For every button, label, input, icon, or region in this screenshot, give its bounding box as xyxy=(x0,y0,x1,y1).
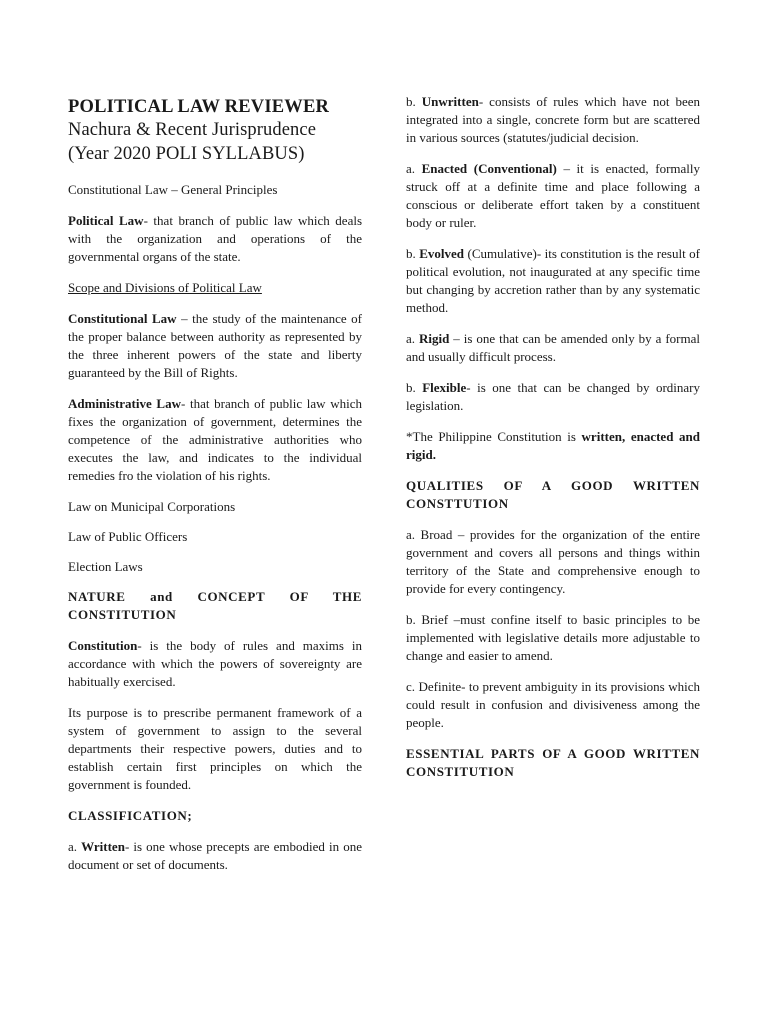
term: Constitution xyxy=(68,638,138,653)
constitution-paragraph xyxy=(68,637,362,691)
definition: - is the body of rules and maxims in accordance with which the powers of sovereignty are habitually exercised. xyxy=(68,638,362,689)
classification-heading xyxy=(68,807,362,825)
right-column xyxy=(406,0,700,781)
evolved-paragraph xyxy=(406,245,700,317)
term: Political Law xyxy=(68,213,144,228)
document-subtitle-1: Nachura & Recent Jurisprudence xyxy=(68,120,317,140)
definition: – is one that can be amended only by a formal and usually difficult process. xyxy=(406,331,700,364)
note-text: *The Philippine Constitution is xyxy=(406,429,582,444)
definition: – it is enacted, formally struck off at a definite time and place following a conscious or deliberate effort taken by a constituent body or ruler. xyxy=(406,161,700,230)
political-law-paragraph xyxy=(68,212,362,266)
topic-line: Constitutional Law – General Principles xyxy=(68,182,278,197)
definite-paragraph: c. Definite- to prevent ambiguity in its provisions which could result in confusion and divisiveness among the people. xyxy=(406,679,700,730)
definition: - that branch of public law which fixes the organization of government, determines the competence of the administrative authorities who executes the law, and indicates to the individual remedies fro the violation of his rights. xyxy=(68,396,362,483)
prefix: a. xyxy=(68,839,82,854)
enacted-paragraph xyxy=(406,160,700,232)
term: Evolved xyxy=(419,246,465,261)
definition: - that branch of public law which deals with the organization and operations of the governmental organs of the state. xyxy=(68,213,363,264)
left-column xyxy=(68,0,362,874)
scope-heading: Scope and Divisions of Political Law xyxy=(68,280,262,295)
unwritten-paragraph xyxy=(406,93,700,147)
essential-parts-heading: ESSENTIAL PARTS OF A GOOD WRITTEN CONSTITUTION xyxy=(406,746,700,779)
definition: – the study of the maintenance of the proper balance between authority as represented by the three inherent powers of the state and liberty guaranteed by the Bill of Rights. xyxy=(68,311,362,380)
definition: (Cumulative)- its constitution is the result of political evolution, not inaugurated at any specific time but changing by accretion rather than by any systematic method. xyxy=(406,246,700,315)
rigid-paragraph xyxy=(406,330,700,366)
term: Enacted (Conventional) xyxy=(421,161,557,176)
definition: - is one whose precepts are embodied in one document or set of documents. xyxy=(68,839,362,872)
definition: - consists of rules which have not been integrated into a single, concrete form but are scattered in various sources (statutes/judicial decision. xyxy=(406,94,701,145)
prefix: a. xyxy=(406,331,419,346)
flexible-paragraph xyxy=(406,379,700,415)
division-item: Law on Municipal Corporations xyxy=(68,499,236,514)
division-item: Law of Public Officers xyxy=(68,529,188,544)
constitutional-law-paragraph xyxy=(68,310,362,382)
definition: - is one that can be changed by ordinary legislation. xyxy=(406,380,700,413)
qualities-heading: QUALITIES OF A GOOD WRITTEN CONSTTUTION xyxy=(406,478,700,511)
term: Flexible xyxy=(422,380,467,395)
term: Constitutional Law xyxy=(68,311,177,326)
term: Administrative Law xyxy=(68,396,181,411)
broad-paragraph: a. Broad – provides for the organization of the entire government and covers all persons and things within territory of the State and comprehensive enough to provide for every contingency. xyxy=(406,527,700,596)
term: Written xyxy=(81,839,125,854)
note-bold: written, enacted and rigid. xyxy=(406,429,700,462)
document-subtitle-2: (Year 2020 POLI SYLLABUS) xyxy=(68,144,305,164)
classification-label: CLASSIFICATION; xyxy=(68,808,193,823)
nature-heading: NATURE and CONCEPT OF THE CONSTITUTION xyxy=(68,589,362,622)
division-item: Election Laws xyxy=(68,559,143,574)
purpose-paragraph: Its purpose is to prescribe permanent framework of a system of government to assign to the several departments their respective powers, duties and to establish certain first principles on which the government is founded. xyxy=(68,705,362,792)
philippine-constitution-note xyxy=(406,428,700,464)
term: Rigid xyxy=(418,331,450,346)
prefix: b. xyxy=(406,246,420,261)
prefix: b. xyxy=(406,94,422,109)
document-title: POLITICAL LAW REVIEWER xyxy=(68,97,330,117)
term: Unwritten xyxy=(421,94,479,109)
written-paragraph xyxy=(68,838,362,874)
administrative-law-paragraph xyxy=(68,395,362,485)
brief-paragraph: b. Brief –must confine itself to basic principles to be implemented with legislative details more adjustable to change and easier to amend. xyxy=(406,612,700,663)
prefix: b. xyxy=(406,380,423,395)
prefix: a. xyxy=(406,161,422,176)
